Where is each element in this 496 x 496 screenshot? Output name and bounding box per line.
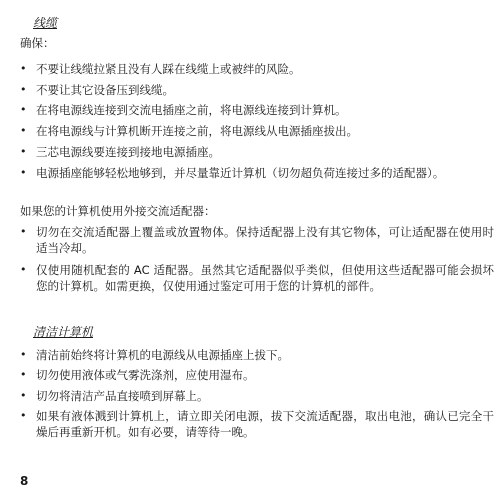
list-item-text: 仅使用随机配套的 AC 适配器。虽然其它适配器似乎类似，但使用这些适配器可能会损坏您的计算机。如需更换，仅使用通过鉴定可用于您的计算机的部件。 [36, 263, 494, 293]
adapter-intro-text: 如果您的计算机使用外接交流适配器： [20, 204, 216, 218]
list-item-text: 在将电源线与计算机断开连接之前，将电源线从电源插座拔出。 [36, 124, 358, 138]
list-item-text: 切勿使用液体或气雾洗涤剂，应使用湿布。 [36, 368, 255, 382]
bullet-icon: • [20, 409, 27, 422]
list-item-text: 电源插座能够轻松地够到，并尽量靠近计算机（切勿超负荷连接过多的适配器）。 [36, 166, 445, 180]
bullet-icon: • [20, 124, 27, 137]
list-item-text: 清洁前始终将计算机的电源线从电源插座上拔下。 [36, 348, 289, 362]
section-heading-cleaning: 清洁计算机 [33, 325, 94, 339]
list-item-text: 切勿将清洁产品直接喷到屏幕上。 [36, 389, 209, 403]
list-item-text: 三芯电源线要连接到接地电源插座。 [36, 145, 220, 159]
page-number: 8 [20, 474, 29, 488]
list-item-text: 不要让线缆拉紧且没有人踩在线缆上或被绊的风险。 [36, 62, 301, 76]
list-item-text: 切勿在交流适配器上覆盖或放置物体。保持适配器上没有其它物体，可让适配器在使用时适当冷却。 [36, 225, 494, 255]
list-item-text: 在将电源线连接到交流电插座之前，将电源线连接到计算机。 [36, 103, 347, 117]
bullet-icon: • [20, 103, 27, 116]
bullet-icon: • [20, 83, 27, 96]
intro-text: 确保： [20, 36, 55, 50]
bullet-icon: • [20, 368, 27, 381]
bullet-icon: • [20, 225, 27, 238]
bullet-icon: • [20, 263, 27, 276]
list-item-text: 不要让其它设备压到线缆。 [36, 83, 174, 97]
bullet-icon: • [20, 389, 27, 402]
bullet-icon: • [20, 348, 27, 361]
list-item-text: 如果有液体溅到计算机上，请立即关闭电源，拔下交流适配器，取出电池，确认已完全干燥后再重新开机。如有必要，请等待一晚。 [36, 409, 494, 439]
bullet-icon: • [20, 166, 27, 179]
section-heading-cables: 线缆 [33, 16, 58, 30]
bullet-icon: • [20, 62, 27, 75]
bullet-icon: • [20, 145, 27, 158]
